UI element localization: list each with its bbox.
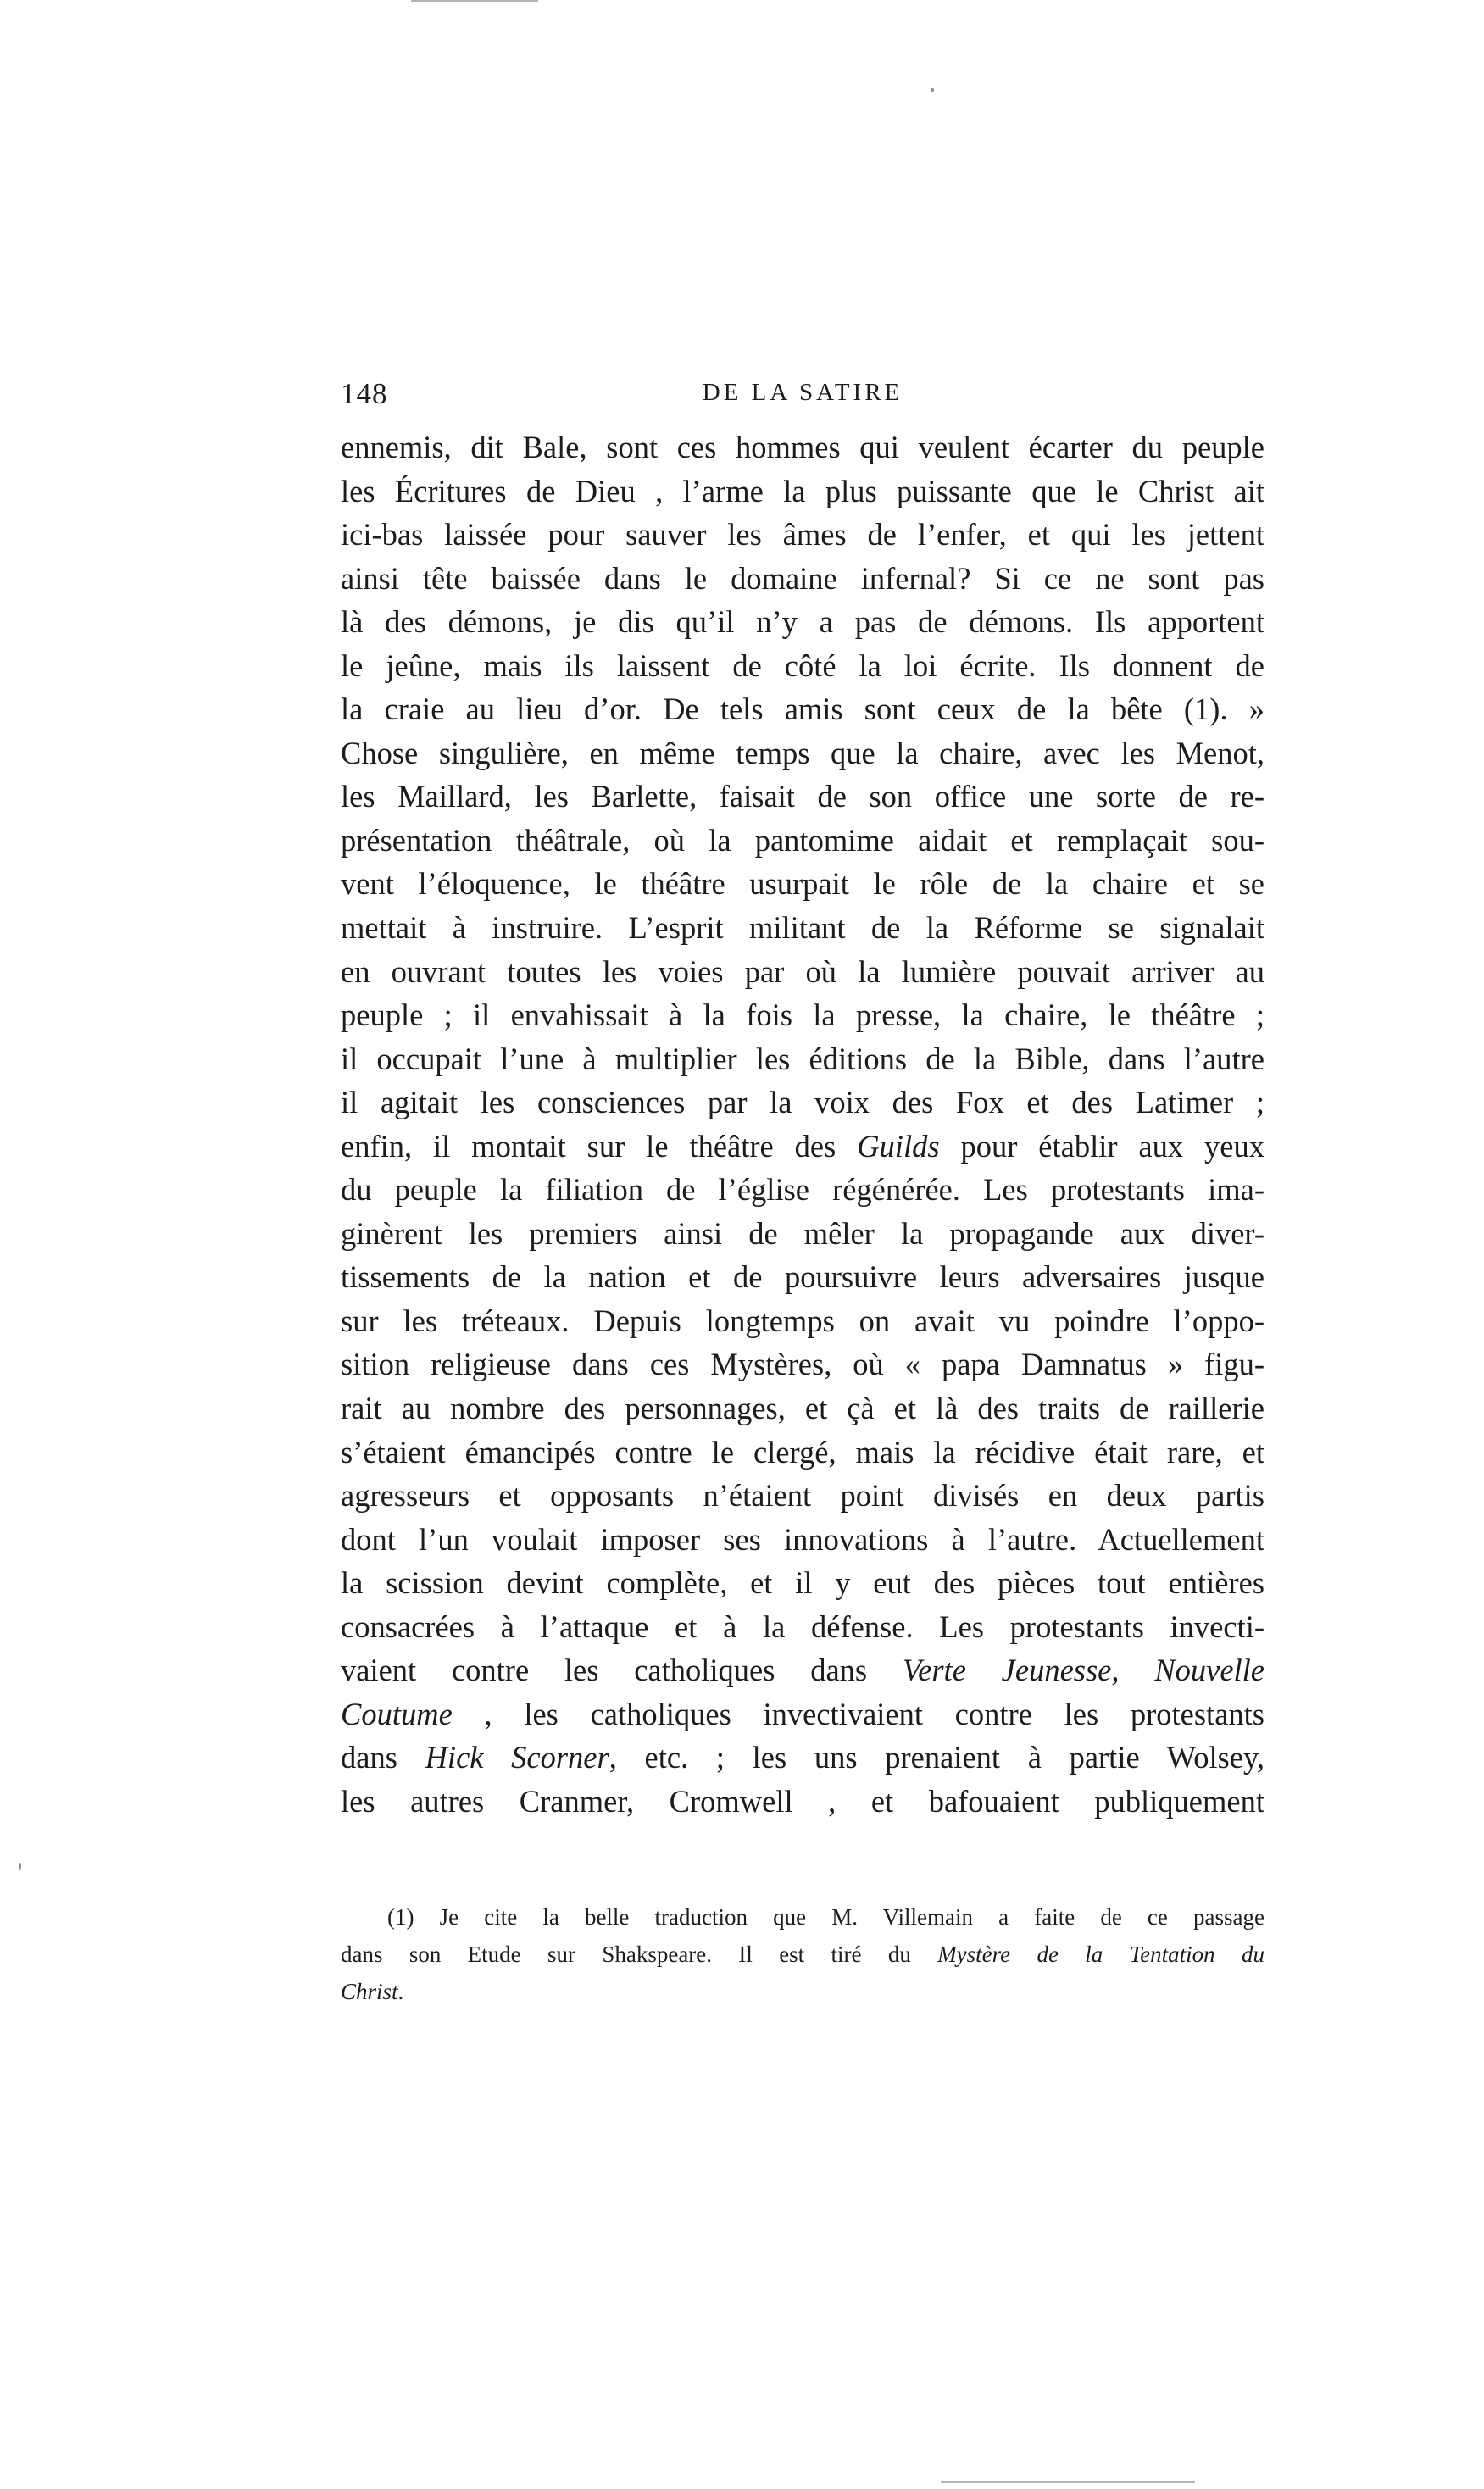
footnote-line xyxy=(341,1973,1264,2010)
text-line xyxy=(341,1648,1264,1692)
footnote-line: (1) Je cite la belle traduction que M. Villemain a faite de ce passage xyxy=(387,1904,1264,1930)
text-line: s’étaient émancipés contre le clergé, mais la récidive était rare, et xyxy=(341,1434,1264,1470)
footnote-text: . xyxy=(397,1979,404,2004)
line-text: , etc. ; les uns prenaient à partie Wolsey, xyxy=(609,1740,1264,1775)
text-line: présentation théâtrale, où la pantomime aidait et remplaçait sou- xyxy=(341,822,1264,858)
bottom-edge-mark xyxy=(941,2481,1195,2483)
running-head: DE LA SATIRE xyxy=(702,379,903,406)
text-line: ennemis, dit Bale, sont ces hommes qui veulent écarter du peuple xyxy=(341,430,1264,464)
footnote-italic-title: Mystère de la Tentation du xyxy=(937,1942,1265,1967)
text-line: les autres Cranmer, Cromwell , et bafouaient publiquement xyxy=(341,1783,1264,1819)
footnote xyxy=(341,1898,1264,2010)
footnote-italic-title: Christ xyxy=(341,1979,398,2004)
dust-speck xyxy=(19,1863,21,1870)
text-line: sur les tréteaux. Depuis longtemps on avait vu poindre l’oppo- xyxy=(341,1303,1264,1338)
italic-title: Guilds xyxy=(857,1128,940,1164)
text-line xyxy=(341,1692,1264,1736)
text-line: en ouvrant toutes les voies par où la lumière pouvait arriver au xyxy=(341,953,1264,989)
text-line: tissements de la nation et de poursuivre leurs adversaires jusque xyxy=(341,1259,1264,1295)
text-line: agresseurs et opposants n’étaient point divisés en deux partis xyxy=(341,1478,1264,1514)
text-line: il occupait l’une à multiplier les éditions de la Bible, dans l’autre xyxy=(341,1041,1264,1076)
text-line: les Maillard, les Barlette, faisait de son office une sorte de re- xyxy=(341,779,1264,814)
line-text: pour établir aux yeux xyxy=(939,1128,1264,1164)
page-number: 148 xyxy=(341,377,388,410)
text-line: la craie au lieu d’or. De tels amis sont ceux de la bête (1). » xyxy=(341,692,1264,727)
italic-title: Verte Jeunesse, Nouvelle xyxy=(902,1653,1265,1688)
text-line: il agitait les consciences par la voix des Fox et des Latimer ; xyxy=(341,1085,1264,1120)
text-line: sition religieuse dans ces Mystères, où « papa Damnatus » figu- xyxy=(341,1347,1264,1382)
text-line: dont l’un voulait imposer ses innovations à l’autre. Actuellement xyxy=(341,1521,1264,1557)
top-edge-mark xyxy=(411,0,538,2)
text-line xyxy=(341,1736,1264,1780)
footnote-text: dans son Etude sur Shakspeare. Il est tiré du xyxy=(341,1942,938,1967)
italic-title: Hick Scorner xyxy=(425,1740,609,1775)
line-text: enfin, il montait sur le théâtre des xyxy=(341,1128,858,1164)
text-line: consacrées à l’attaque et à la défense. Les protestants invecti- xyxy=(341,1608,1264,1644)
text-line: vent l’éloquence, le théâtre usurpait le rôle de la chaire et se xyxy=(341,866,1264,902)
body-text xyxy=(341,425,1264,1824)
footnote-line xyxy=(341,1936,1264,1973)
text-line: ginèrent les premiers ainsi de mêler la propagande aux diver- xyxy=(341,1215,1264,1251)
line-text: dans xyxy=(341,1740,425,1775)
text-line: la scission devint complète, et il y eut des pièces tout entières xyxy=(341,1565,1264,1601)
text-line: ici-bas laissée pour sauver les âmes de l’enfer, et qui les jettent xyxy=(341,517,1264,553)
text-line: mettait à instruire. L’esprit militant de la Réforme se signalait xyxy=(341,910,1264,946)
text-line: le jeûne, mais ils laissent de côté la loi écrite. Ils donnent de xyxy=(341,647,1264,683)
page-header xyxy=(341,377,1264,419)
line-text: vaient contre les catholiques dans xyxy=(341,1653,903,1688)
line-text: , les catholiques invectivaient contre les protestants xyxy=(452,1696,1264,1731)
text-line: du peuple la filiation de l’église régénérée. Les protestants ima- xyxy=(341,1172,1264,1208)
text-line: peuple ; il envahissait à la fois la presse, la chaire, le théâtre ; xyxy=(341,997,1264,1033)
text-line xyxy=(341,1125,1264,1169)
text-line: les Écritures de Dieu , l’arme la plus puissante que le Christ ait xyxy=(341,473,1264,508)
text-line: Chose singulière, en même temps que la chaire, avec les Menot, xyxy=(341,735,1264,770)
italic-title: Coutume xyxy=(341,1696,453,1731)
text-line: ainsi tête baissée dans le domaine infernal? Si ce ne sont pas xyxy=(341,560,1264,596)
text-line: rait au nombre des personnages, et çà et là des traits de raillerie xyxy=(341,1391,1264,1426)
text-line: là des démons, je dis qu’il n’y a pas de démons. Ils apportent xyxy=(341,604,1264,640)
dust-speck xyxy=(931,88,934,92)
